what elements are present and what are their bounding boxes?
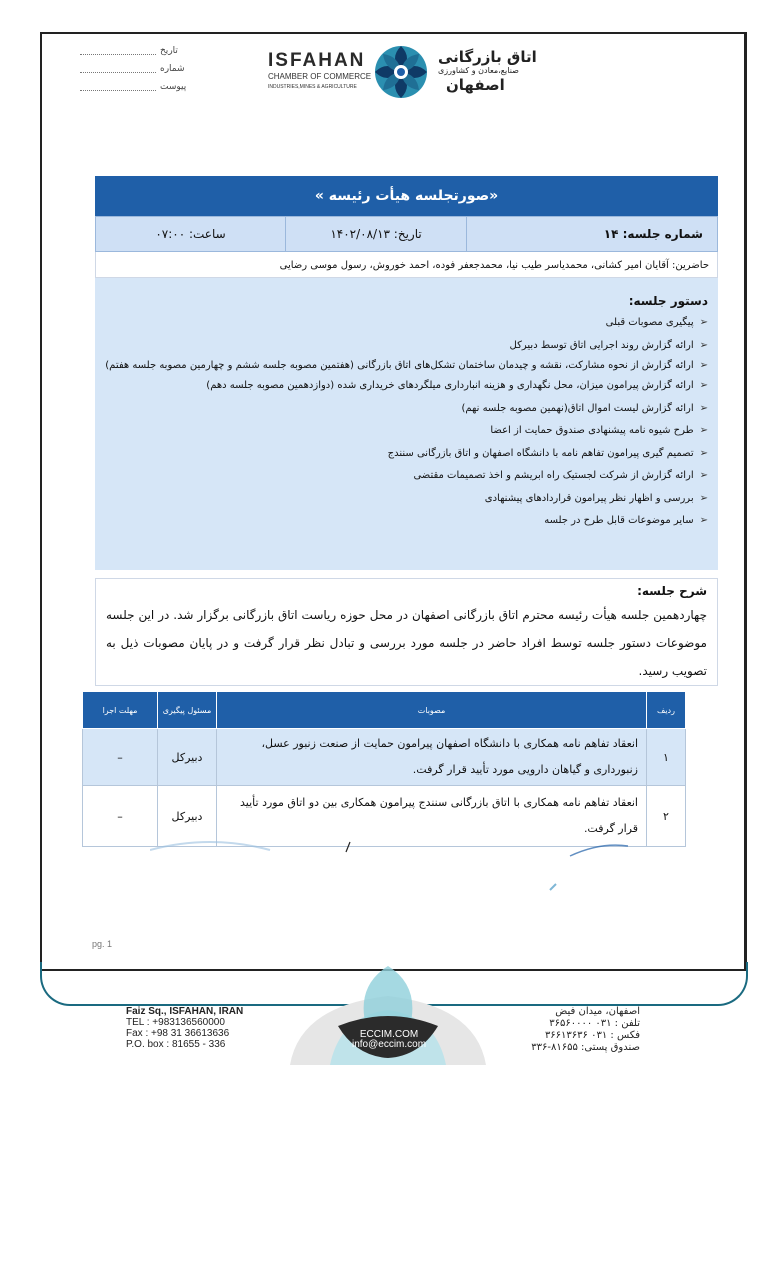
session-time: ساعت: ۰۷:۰۰ bbox=[155, 227, 226, 241]
agenda-item bbox=[105, 420, 708, 443]
agenda-heading: دستور جلسه: bbox=[628, 294, 708, 308]
arrow-bullet-icon: ➢ bbox=[699, 492, 708, 504]
footer-pobox-fa: صندوق پستی: ۸۱۶۵۵-۳۳۶ bbox=[531, 1042, 640, 1053]
summary-section bbox=[95, 578, 718, 686]
agenda-item bbox=[105, 335, 708, 358]
arrow-bullet-icon: ➢ bbox=[699, 339, 708, 351]
footer-contact-en bbox=[126, 1006, 243, 1050]
agenda-item-text: ارائه گزارش از شرکت لجستیک راه ابریشم و اخذ تصمیمات مقتضی bbox=[413, 470, 694, 481]
ink-marks bbox=[150, 838, 630, 898]
letter-footer bbox=[0, 966, 777, 1065]
logo-en-line3: INDUSTRIES,MINES & AGRICULTURE bbox=[268, 84, 357, 90]
footer-website: ECCIM.COM bbox=[359, 1029, 419, 1040]
footer-address-fa: اصفهان، میدان فیض bbox=[555, 1006, 640, 1017]
session-number: شماره جلسه: ۱۴ bbox=[466, 217, 717, 251]
agenda-item-text: ارائه گزارش روند اجرایی اتاق توسط دبیرکل bbox=[509, 339, 694, 351]
logo-fa-line2: صنایع،معادن و کشاورزی bbox=[438, 66, 519, 75]
header-responsible: مسئول پیگیری bbox=[158, 692, 217, 729]
meta-date-label: تاریخ bbox=[160, 46, 178, 56]
responsible: دبیرکل bbox=[158, 729, 217, 786]
logo-en-name: ISFAHAN bbox=[268, 50, 366, 71]
arrow-bullet-icon: ➢ bbox=[699, 447, 708, 459]
footer-contact-fa bbox=[530, 1006, 640, 1054]
letter-meta bbox=[80, 42, 186, 96]
arrow-bullet-icon: ➢ bbox=[699, 317, 708, 328]
logo-fa-line3: اصفهان bbox=[446, 76, 505, 94]
meta-number-label: شماره bbox=[160, 64, 185, 74]
resolution-text: انعقاد تفاهم نامه همکاری با اتاق بازرگانی سنندج پیرامون همکاری بین دو اتاق مورد تأیید قرار گرفت. bbox=[217, 786, 647, 847]
page-number: pg. 1 bbox=[92, 939, 113, 949]
row-number: ۱ bbox=[647, 729, 686, 786]
logo-emblem-icon bbox=[373, 44, 429, 100]
footer-fax-fa: فکس : ۰۳۱ ۳۶۶۱۳۶۳۶ bbox=[544, 1030, 640, 1041]
session-info-row bbox=[95, 216, 718, 252]
agenda-item bbox=[105, 357, 708, 375]
agenda-item-text: پیگیری مصوبات قبلی bbox=[605, 317, 694, 328]
footer-web bbox=[352, 1030, 426, 1050]
attendees: حاضرین: آقایان امیر کشانی، محمدیاسر طیب نیا، محمدجعفر فوده، احمد خوروش، رسول موسی رضایی bbox=[95, 252, 718, 278]
summary-text: چهاردهمین جلسه هیأت رئیسه محترم اتاق بازرگانی اصفهان در محل حوزه ریاست اتاق بازرگانی برگزار شد. در این جلسه موضوعات دستور جلسه توسط افراد حاضر در جلسه مورد بررسی و تبادل نظر قرار گرفت و در پایان مصوبات ذیل به تصویب رسید. bbox=[106, 608, 707, 678]
deadline: – bbox=[83, 786, 158, 847]
agenda-item-text: طرح شیوه نامه پیشنهادی صندوق حمایت از اعضا bbox=[490, 425, 694, 436]
resolutions-table bbox=[82, 691, 686, 847]
header-row-number: ردیف bbox=[647, 692, 686, 729]
arrow-bullet-icon: ➢ bbox=[699, 425, 708, 436]
agenda-item bbox=[105, 443, 708, 466]
agenda-item bbox=[105, 510, 708, 533]
logo-fa-line1: اتاق بازرگانی bbox=[438, 48, 537, 66]
agenda-item-text: ارائه گزارش لیست اموال اتاق(نهمین مصوبه جلسه نهم) bbox=[461, 402, 694, 414]
chamber-logo bbox=[268, 44, 558, 100]
agenda-item bbox=[105, 375, 708, 398]
logo-en-line2: CHAMBER OF COMMERCE bbox=[268, 72, 372, 81]
agenda-item bbox=[105, 312, 708, 335]
footer-email: info@eccim.com bbox=[352, 1039, 427, 1050]
header-deadline: مهلت اجرا bbox=[83, 692, 158, 729]
arrow-bullet-icon: ➢ bbox=[699, 470, 708, 481]
footer-tel-fa: تلفن : ۰۳۱ ۳۶۵۶۰۰۰۰ bbox=[549, 1018, 640, 1029]
agenda-item-text: ارائه گزارش پیرامون میزان، محل نگهداری و هزینه انبارداری میلگردهای خریداری شده (دوازدهمین مصوبه جلسه دهم) bbox=[206, 380, 694, 391]
agenda-item bbox=[105, 488, 708, 511]
agenda-item-text: ارائه گزارش از نحوه مشارکت، نقشه و چیدمان ساختمان تشکل‌های اتاق بازرگانی (هفتمین مصوبه جلسه ششم و چهارمین مصوبه جلسه هفتم) bbox=[105, 360, 694, 371]
footer-pobox-en: P.O. box : 81655 - 336 bbox=[126, 1039, 226, 1050]
minutes-title: «صورتجلسه هیأت رئیسه » bbox=[95, 176, 718, 216]
footer-address-en: Faiz Sq., ISFAHAN, IRAN bbox=[126, 1006, 244, 1017]
agenda-item bbox=[105, 465, 708, 488]
session-date: تاریخ: ۱۴۰۲/۰۸/۱۳ bbox=[285, 217, 466, 251]
summary-heading: شرح جلسه: bbox=[637, 584, 707, 598]
agenda-section bbox=[95, 278, 718, 570]
arrow-bullet-icon: ➢ bbox=[699, 402, 708, 414]
agenda-item-text: سایر موضوعات قابل طرح در جلسه bbox=[544, 515, 694, 526]
footer-fax-en: Fax : +98 31 36613636 bbox=[126, 1028, 230, 1039]
deadline: – bbox=[83, 729, 158, 786]
meta-attachment-label: پیوست bbox=[160, 82, 187, 92]
header-resolution: مصوبات bbox=[217, 692, 647, 729]
footer-center bbox=[330, 966, 450, 1065]
agenda-item bbox=[105, 398, 708, 421]
responsible: دبیرکل bbox=[158, 786, 217, 847]
agenda-list bbox=[105, 312, 708, 533]
agenda-item-text: بررسی و اظهار نظر پیرامون قراردادهای پیشنهادی bbox=[484, 492, 694, 504]
agenda-item-text: تصمیم گیری پیرامون تفاهم نامه با دانشگاه اصفهان و اتاق بازرگانی سنندج bbox=[387, 447, 694, 459]
footer-tel-en: TEL : +983136560000 bbox=[126, 1017, 225, 1028]
table-header-row bbox=[83, 692, 686, 729]
table-row bbox=[83, 729, 686, 786]
resolution-text: انعقاد تفاهم نامه همکاری با دانشگاه اصفهان پیرامون حمایت از صنعت زنبور عسل، زنبورداری و گیاهان دارویی مورد تأیید قرار گرفت. bbox=[217, 729, 647, 786]
arrow-bullet-icon: ➢ bbox=[699, 360, 708, 371]
arrow-bullet-icon: ➢ bbox=[699, 515, 708, 526]
row-number: ۲ bbox=[647, 786, 686, 847]
arrow-bullet-icon: ➢ bbox=[699, 380, 708, 391]
